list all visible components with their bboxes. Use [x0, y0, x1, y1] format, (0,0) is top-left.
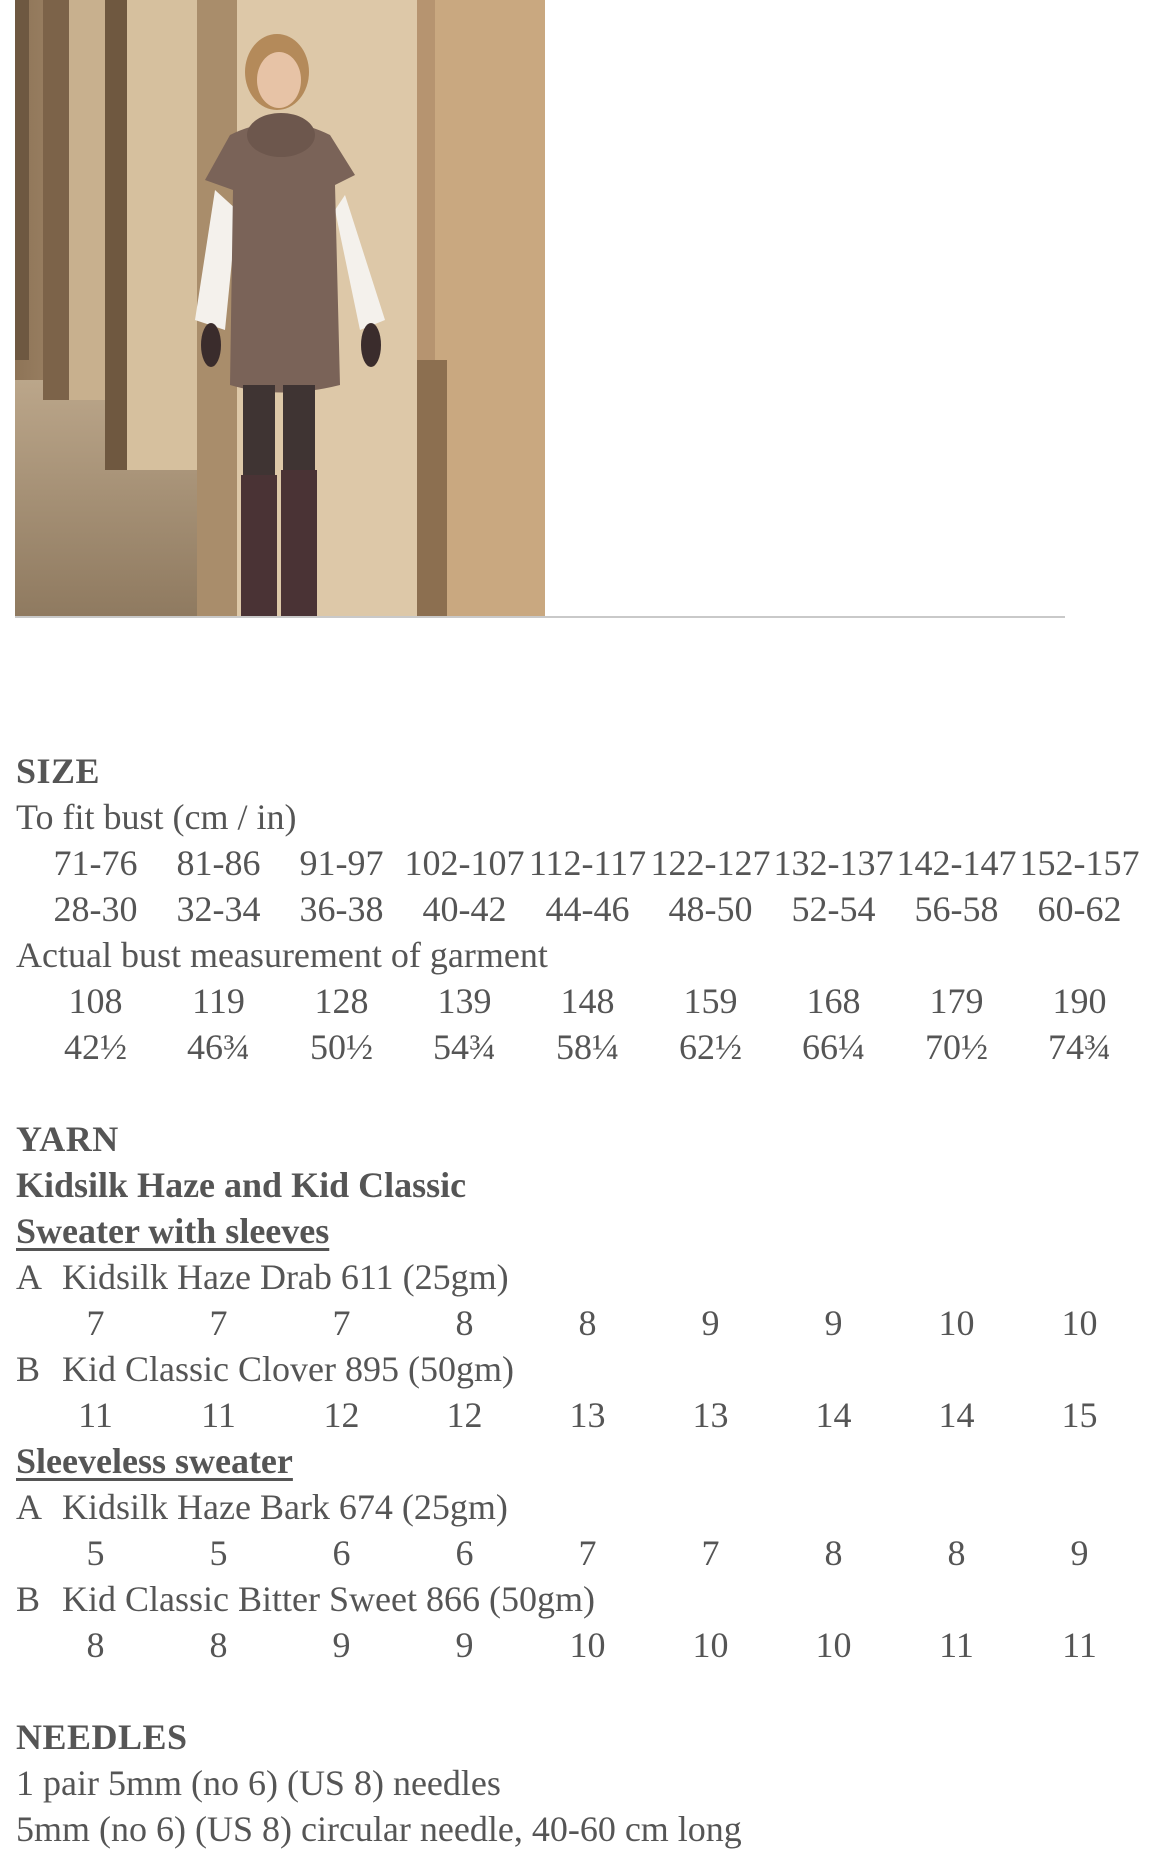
table-cell: 10 — [1061, 1303, 1098, 1343]
table-cell: 159 — [683, 981, 738, 1021]
table-cell: 14 — [815, 1395, 852, 1435]
yarn-letter: B — [16, 1579, 41, 1619]
table-cell: 148 — [560, 981, 615, 1021]
table-cell: 7 — [578, 1533, 597, 1573]
table-cell: 8 — [455, 1303, 474, 1343]
sleeveless-heading: Sleeveless sweater — [16, 1441, 293, 1481]
yarn-label: Kidsilk Haze Bark 674 (25gm) — [62, 1487, 508, 1527]
table-cell: 60-62 — [1037, 889, 1122, 929]
table-cell: 15 — [1061, 1395, 1098, 1435]
sleeveless-yarn-a — [16, 1484, 1146, 1530]
table-cell: 9 — [1070, 1533, 1089, 1573]
yarn-letter: A — [16, 1257, 42, 1297]
actual-bust-cm-row — [16, 978, 1146, 1024]
model-photo — [15, 0, 545, 616]
actual-bust-label: Actual bust measurement of garment — [16, 935, 548, 975]
fit-bust-label: To fit bust (cm / in) — [16, 797, 297, 837]
table-cell: 13 — [692, 1395, 729, 1435]
table-cell: 9 — [824, 1303, 843, 1343]
divider-line — [15, 616, 1065, 618]
table-cell: 139 — [437, 981, 492, 1021]
table-cell: 48-50 — [668, 889, 753, 929]
table-cell: 112-117 — [528, 843, 647, 883]
table-cell: 44-46 — [545, 889, 630, 929]
table-cell: 128 — [314, 981, 369, 1021]
model-photo-illustration — [15, 0, 545, 616]
table-cell: 74¾ — [1048, 1027, 1111, 1067]
table-cell: 9 — [701, 1303, 720, 1343]
sleeveless-yarn-a-row — [16, 1530, 1146, 1576]
pattern-info — [16, 748, 1146, 1852]
table-cell: 7 — [332, 1303, 351, 1343]
table-cell: 10 — [692, 1625, 729, 1665]
table-cell: 8 — [86, 1625, 105, 1665]
table-cell: 102-107 — [404, 843, 525, 883]
table-cell: 12 — [323, 1395, 360, 1435]
actual-bust-in-row — [16, 1024, 1146, 1070]
sleeveless-yarn-b-row — [16, 1622, 1146, 1668]
table-cell: 91-97 — [299, 843, 384, 883]
table-cell: 12 — [446, 1395, 483, 1435]
table-cell: 119 — [192, 981, 245, 1021]
table-cell: 14 — [938, 1395, 975, 1435]
table-cell: 32-34 — [176, 889, 261, 929]
yarn-letter: A — [16, 1487, 42, 1527]
table-cell: 5 — [86, 1533, 105, 1573]
table-cell: 7 — [701, 1533, 720, 1573]
yarn-label: Kidsilk Haze Drab 611 (25gm) — [62, 1257, 509, 1297]
table-cell: 9 — [455, 1625, 474, 1665]
table-cell: 8 — [824, 1533, 843, 1573]
table-cell: 42½ — [64, 1027, 127, 1067]
table-cell: 142-147 — [896, 843, 1017, 883]
with-sleeves-yarn-a — [16, 1254, 1146, 1300]
table-cell: 54¾ — [433, 1027, 496, 1067]
table-cell: 7 — [86, 1303, 105, 1343]
table-cell: 11 — [201, 1395, 236, 1435]
size-heading: SIZE — [16, 751, 101, 791]
table-cell: 168 — [806, 981, 861, 1021]
table-cell: 8 — [209, 1625, 228, 1665]
table-cell: 8 — [578, 1303, 597, 1343]
table-cell: 6 — [455, 1533, 474, 1573]
table-cell: 56-58 — [914, 889, 999, 929]
table-cell: 190 — [1052, 981, 1107, 1021]
yarn-label: Kid Classic Bitter Sweet 866 (50gm) — [62, 1579, 595, 1619]
sleeveless-yarn-b — [16, 1576, 1146, 1622]
table-cell: 58¼ — [556, 1027, 619, 1067]
table-cell: 122-127 — [650, 843, 771, 883]
yarn-heading: YARN — [16, 1119, 119, 1159]
table-cell: 66¼ — [802, 1027, 865, 1067]
table-cell: 5 — [209, 1533, 228, 1573]
table-cell: 71-76 — [53, 843, 138, 883]
table-cell: 81-86 — [176, 843, 261, 883]
table-cell: 11 — [1062, 1625, 1097, 1665]
table-cell: 10 — [815, 1625, 852, 1665]
table-cell: 46¾ — [187, 1027, 250, 1067]
table-cell: 7 — [209, 1303, 228, 1343]
table-cell: 8 — [947, 1533, 966, 1573]
fit-bust-cm-row — [16, 840, 1146, 886]
table-cell: 6 — [332, 1533, 351, 1573]
table-cell: 36-38 — [299, 889, 384, 929]
table-cell: 50½ — [310, 1027, 373, 1067]
table-cell: 11 — [78, 1395, 113, 1435]
with-sleeves-yarn-b-row — [16, 1392, 1146, 1438]
table-cell: 13 — [569, 1395, 606, 1435]
needles-heading: NEEDLES — [16, 1717, 188, 1757]
table-cell: 108 — [68, 981, 123, 1021]
with-sleeves-heading: Sweater with sleeves — [16, 1211, 330, 1251]
table-cell: 10 — [569, 1625, 606, 1665]
table-cell: 28-30 — [53, 889, 138, 929]
table-cell: 11 — [939, 1625, 974, 1665]
yarn-subtitle: Kidsilk Haze and Kid Classic — [16, 1165, 467, 1205]
with-sleeves-yarn-a-row — [16, 1300, 1146, 1346]
fit-bust-in-row — [16, 886, 1146, 932]
with-sleeves-yarn-b — [16, 1346, 1146, 1392]
table-cell: 70½ — [925, 1027, 988, 1067]
yarn-letter: B — [16, 1349, 41, 1389]
needles-line-2: 5mm (no 6) (US 8) circular needle, 40-60 cm long — [16, 1809, 742, 1849]
table-cell: 10 — [938, 1303, 975, 1343]
table-cell: 132-137 — [773, 843, 894, 883]
table-cell: 152-157 — [1019, 843, 1140, 883]
table-cell: 62½ — [679, 1027, 742, 1067]
table-cell: 179 — [929, 981, 984, 1021]
table-cell: 9 — [332, 1625, 351, 1665]
yarn-label: Kid Classic Clover 895 (50gm) — [62, 1349, 514, 1389]
needles-line-1: 1 pair 5mm (no 6) (US 8) needles — [16, 1763, 501, 1803]
table-cell: 40-42 — [422, 889, 507, 929]
table-cell: 52-54 — [791, 889, 876, 929]
